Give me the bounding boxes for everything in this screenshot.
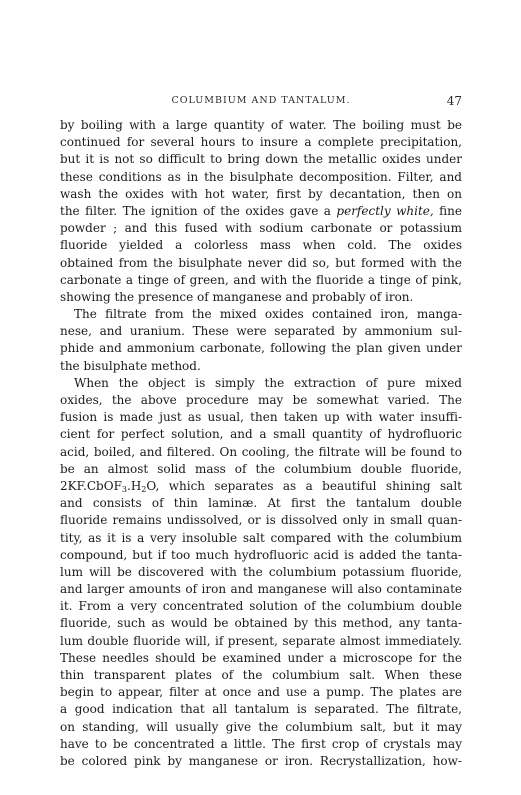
text-line: the bisulphate method. <box>60 358 201 373</box>
text-line: cient for perfect solution, and a small quantity of hydrofluoric <box>60 427 462 442</box>
text-line: fluoride remains undissolved, or is dissolved only in small quan- <box>60 513 462 528</box>
text-run: O, which separates as a beautiful shining salt <box>146 478 462 493</box>
text-line: compound, but if too much hydrofluoric acid is added the tanta- <box>60 547 462 562</box>
text-line: and consists of thin laminæ. At first the tantalum double <box>60 496 462 511</box>
text-line: continued for several hours to insure a complete precipitation, <box>60 135 462 150</box>
text-line: fusion is made just as usual, then taken up with water insuffi- <box>60 410 462 425</box>
text-line: nese, and uranium. These were separated by ammonium sul- <box>60 324 462 339</box>
text-line: on standing, will usually give the columbium salt, but it may <box>60 719 462 734</box>
text-line: thin transparent plates of the columbium salt. When these <box>60 668 462 682</box>
text-line: phide and ammonium carbonate, following the plan given under <box>60 341 462 356</box>
text-line: fluoride, such as would be obtained by this method, any tanta- <box>60 616 462 631</box>
text-line: lum double fluoride will, if present, separate almost immediately. <box>60 633 462 648</box>
text-run: fine <box>433 203 462 218</box>
formula-part: .H <box>127 478 142 493</box>
text-line: and larger amounts of iron and manganese will also contaminate <box>60 582 462 597</box>
page-number: 47 <box>446 94 462 108</box>
paragraph-start-line: When the object is simply the extraction of pure mixed <box>74 375 462 390</box>
formula-line <box>60 478 462 495</box>
text-line <box>60 203 462 220</box>
emphasis-perfectly-white: perfectly white, <box>336 203 434 218</box>
text-line: obtained from the bisulphate never did so, but formed with the <box>60 255 462 270</box>
text-line: be an almost solid mass of the columbium double fluoride, <box>60 461 462 476</box>
text-run: the filter. The ignition of the oxides gave a <box>60 203 337 218</box>
text-line: these conditions as in the bisulphate decomposition. Filter, and <box>60 169 462 184</box>
subscript: 2 <box>141 484 147 494</box>
text-line: fluoride yielded a colorless mass when cold. The oxides <box>60 238 462 253</box>
text-line: begin to appear, filter at once and use a pump. The plates are <box>60 685 462 700</box>
body-text <box>60 117 462 770</box>
formula-part: 2KF.CbOF <box>60 478 122 493</box>
running-title: COLUMBIUM AND TANTALUM. <box>171 95 351 106</box>
text-line: it. From a very concentrated solution of the columbium double <box>60 599 462 614</box>
text-line: wash the oxides with hot water, first by decantation, then on <box>60 186 462 201</box>
running-head <box>60 93 462 109</box>
text-line: tity, as it is a very insoluble salt compared with the columbium <box>60 530 462 545</box>
text-line: acid, boiled, and filtered. On cooling, the filtrate will be found to <box>60 444 462 459</box>
text-line: powder ; and this fused with sodium carbonate or potassium <box>60 221 462 236</box>
text-line: lum will be discovered with the columbium potassium fluoride, <box>60 564 462 579</box>
text-line: have to be concentrated a little. The first crop of crystals may <box>60 736 462 751</box>
text-line: but it is not so difficult to bring down the metallic oxides under <box>60 152 462 167</box>
text-line: These needles should be examined under a microscope for the <box>60 650 462 665</box>
text-line: showing the presence of manganese and probably of iron. <box>60 289 414 304</box>
text-line: be colored pink by manganese or iron. Recrystallization, how- <box>60 753 462 768</box>
subscript: 3 <box>121 484 127 494</box>
text-line: a good indication that all tantalum is separated. The filtrate, <box>60 702 462 717</box>
paragraph-start-line: The filtrate from the mixed oxides contained iron, manga- <box>74 307 462 322</box>
text-line: oxides, the above procedure may be somewhat varied. The <box>60 393 462 407</box>
text-line: by boiling with a large quantity of water. The boiling must be <box>60 118 462 132</box>
text-line: carbonate a tinge of green, and with the fluoride a tinge of pink, <box>60 272 462 287</box>
